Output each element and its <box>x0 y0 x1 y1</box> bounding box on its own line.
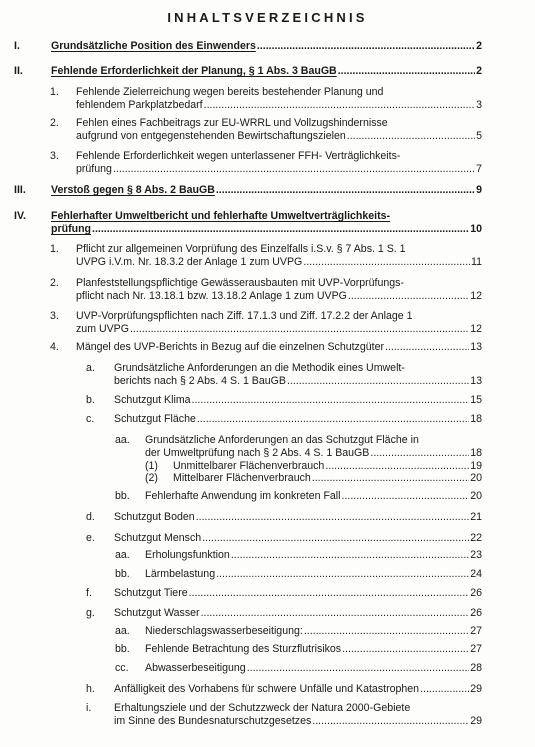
dot-leader <box>192 394 470 407</box>
dot-leader <box>189 587 470 600</box>
toc-title: Fehlen eines Fachbeitrags zur EU-WRRL und Vollzugshindernisse <box>76 117 388 129</box>
toc-title-continued: UVPG i.V.m. Nr. 18.3.2 der Anlage 1 zum UVPG <box>76 256 303 268</box>
dot-leader <box>196 511 470 524</box>
dot-leader <box>304 625 469 638</box>
toc-page: 10 <box>470 223 482 235</box>
toc-page: 26 <box>470 607 482 619</box>
dot-leader <box>204 99 475 112</box>
toc-page: 24 <box>470 568 482 580</box>
toc-title: Fehlende Betrachtung des Sturzflutrisikos <box>145 643 342 655</box>
dot-leader <box>202 532 469 545</box>
dot-leader <box>216 568 469 581</box>
toc-title: Pflicht zur allgemeinen Vorprüfung des Einzelfalls i.S.v. § 7 Abs. 1 S. 1 <box>76 243 406 255</box>
toc-title: Schutzgut Tiere <box>114 587 188 599</box>
toc-title: Niederschlagswasserbeseitigung: <box>145 625 303 637</box>
toc-page: 26 <box>470 587 482 599</box>
toc-title: Grundsätzliche Anforderungen an das Schutzgut Fläche in <box>145 434 419 446</box>
dot-leader <box>92 223 469 236</box>
toc-page: 12 <box>470 290 482 302</box>
toc-title: Planfeststellungspflichtige Gewässerausbauten mit UVP-Vorprüfungs- <box>76 277 404 289</box>
toc-page: 3 <box>476 99 482 111</box>
toc-title: Fehlende Zielerreichung wegen bereits bestehender Planung und <box>76 86 384 98</box>
toc-number: aa. <box>115 434 130 446</box>
toc-page: 19 <box>470 460 482 472</box>
toc-number: 2. <box>50 117 59 129</box>
toc-number: I. <box>14 40 20 52</box>
toc-title-continued: prüfung <box>76 163 112 175</box>
toc-page: 27 <box>470 643 482 655</box>
toc-number: f. <box>86 587 92 599</box>
toc-page: 5 <box>476 130 482 142</box>
toc-page: 13 <box>470 375 482 387</box>
dot-leader <box>216 184 475 197</box>
toc-number: aa. <box>115 549 130 561</box>
toc-title: Schutzgut Boden <box>114 511 195 523</box>
toc-title-continued: zum UVPG <box>76 323 129 335</box>
toc-title: UVP-Vorprüfungspflichten nach Ziff. 17.1.3 und Ziff. 17.2.2 der Anlage 1 <box>76 310 413 322</box>
toc-number: 1. <box>50 243 59 255</box>
toc-title: Lärmbelastung <box>145 568 216 580</box>
toc-page: 9 <box>476 184 482 196</box>
toc-page: 27 <box>470 625 482 637</box>
toc-number: e. <box>86 532 95 544</box>
toc-page: 18 <box>470 447 482 459</box>
toc-page: 12 <box>470 323 482 335</box>
toc-number: cc. <box>115 662 129 674</box>
toc-number: 3. <box>50 150 59 162</box>
dot-leader <box>247 662 470 675</box>
toc-page: 23 <box>470 549 482 561</box>
toc-title: Erholungsfunktion <box>145 549 230 561</box>
toc-number: III. <box>14 184 26 196</box>
toc-page: 20 <box>470 472 482 484</box>
toc-title: Erhaltungsziele und der Schutzzweck der Natura 2000-Gebiete <box>114 702 411 714</box>
dot-leader <box>342 490 470 503</box>
dot-leader <box>348 290 469 303</box>
toc-number: bb. <box>115 568 130 580</box>
toc-title-continued: im Sinne des Bundesnaturschutzgesetzes <box>114 715 312 727</box>
toc-number: g. <box>86 607 95 619</box>
toc-title: Fehlerhafte Anwendung im konkreten Fall <box>145 490 341 502</box>
toc-page: 2 <box>476 40 482 52</box>
toc-title: Mittelbarer Flächenverbrauch <box>173 472 311 484</box>
toc-number: (2) <box>145 472 158 484</box>
toc-title: Schutzgut Wasser <box>114 607 200 619</box>
dot-leader <box>197 413 469 426</box>
toc-title-continued: der Umweltprüfung nach § 2 Abs. 4 S. 1 BauGB <box>145 447 370 459</box>
toc-title: Fehlende Erforderlichkeit der Planung, § 1 Abs. 3 BauGB <box>51 65 337 77</box>
toc-number: 4. <box>50 341 59 353</box>
dot-leader <box>385 341 469 354</box>
toc-number: (1) <box>145 460 158 472</box>
toc-title: Verstoß gegen § 8 Abs. 2 BauGB <box>51 184 215 196</box>
toc-page: 20 <box>470 490 482 502</box>
dot-leader <box>347 130 475 143</box>
toc-title: Grundsätzliche Anforderungen an die Methodik eines Umwelt- <box>114 362 405 374</box>
dot-leader <box>312 472 469 485</box>
toc-number: c. <box>86 413 95 425</box>
toc-number: a. <box>86 362 95 374</box>
toc-number: bb. <box>115 490 130 502</box>
dot-leader <box>312 715 469 728</box>
toc-page: 7 <box>476 163 482 175</box>
toc-title: Abwasserbeseitigung <box>145 662 246 674</box>
toc-number: aa. <box>115 625 130 637</box>
toc-page: 15 <box>470 394 482 406</box>
toc-title-continued: prüfung <box>51 223 92 235</box>
toc-page: 11 <box>471 256 482 268</box>
dot-leader <box>130 323 469 336</box>
toc-title: Anfälligkeit des Vorhabens für schwere Unfälle und Katastrophen <box>114 683 420 695</box>
toc-page: 29 <box>470 715 482 727</box>
toc-title-continued: fehlendem Parkplatzbedarf <box>76 99 203 111</box>
dot-leader <box>303 256 470 269</box>
toc-title: Fehlerhafter Umweltbericht und fehlerhafte Umweltverträglichkeits- <box>51 210 391 222</box>
toc-page: 28 <box>470 662 482 674</box>
toc-title: Schutzgut Klima <box>114 394 191 406</box>
toc-title: Fehlende Erforderlichkeit wegen unterlassener FFH- Verträglichkeits- <box>76 150 401 162</box>
toc-number: 1. <box>50 86 59 98</box>
toc-page: 22 <box>470 532 482 544</box>
dot-leader <box>338 65 475 78</box>
toc-title: Schutzgut Fläche <box>114 413 196 425</box>
page-title: INHALTSVERZEICHNIS <box>167 10 368 25</box>
toc-number: 3. <box>50 310 59 322</box>
toc-number: i. <box>86 702 92 714</box>
toc-number: d. <box>86 511 95 523</box>
toc-page: 2 <box>476 65 482 77</box>
dot-leader <box>342 643 469 656</box>
toc-title-continued: pflicht nach Nr. 13.18.1 bzw. 13.18.2 Anlage 1 zum UVPG <box>76 290 347 302</box>
dot-leader <box>201 607 470 620</box>
dot-leader <box>231 549 469 562</box>
toc-title: Schutzgut Mensch <box>114 532 202 544</box>
toc-number: b. <box>86 394 95 406</box>
toc-number: h. <box>86 683 95 695</box>
toc-number: II. <box>14 65 23 77</box>
dot-leader <box>113 163 475 176</box>
toc-number: 2. <box>50 277 59 289</box>
dot-leader <box>257 40 475 53</box>
toc-title-continued: berichts nach § 2 Abs. 4 S. 1 BauGB <box>114 375 286 387</box>
toc-title: Unmittelbarer Flächenverbrauch <box>173 460 325 472</box>
toc-page: 18 <box>470 413 482 425</box>
dot-leader <box>370 447 469 460</box>
toc-title-continued: aufgrund von entgegenstehenden Bewirtschaftungszielen <box>76 130 346 142</box>
toc-number: IV. <box>14 210 26 222</box>
toc-page: 29 <box>470 683 482 695</box>
dot-leader <box>287 375 469 388</box>
toc-page: 13 <box>470 341 482 353</box>
toc-page: 21 <box>470 511 482 523</box>
toc-title: Mängel des UVP-Berichts in Bezug auf die einzelnen Schutzgüter <box>76 341 384 353</box>
toc-title: Grundsätzliche Position des Einwenders <box>51 40 256 52</box>
toc-number: bb. <box>115 643 130 655</box>
dot-leader <box>420 683 469 696</box>
